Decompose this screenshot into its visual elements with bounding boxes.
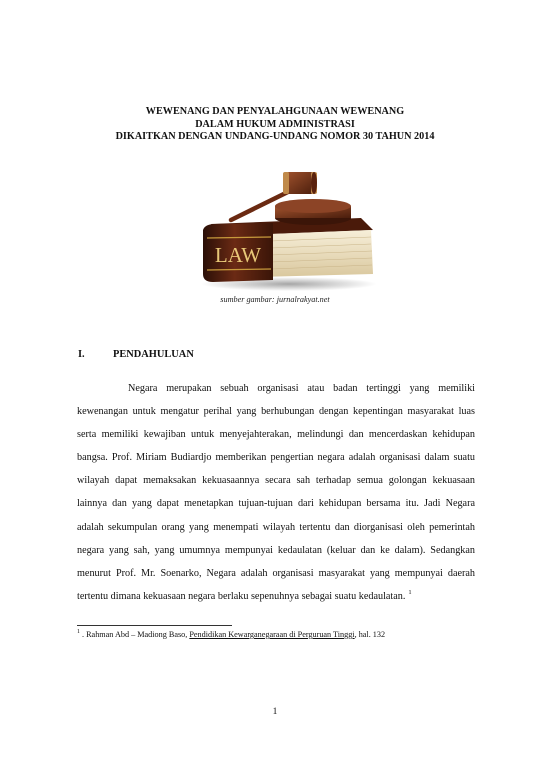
section-heading: PENDAHULUAN	[113, 349, 194, 360]
title-line-1: WEWENANG DAN PENYALAHGUNAAN WEWENANG	[145, 106, 405, 117]
title-line-3: DIKAITKAN DENGAN UNDANG-UNDANG NOMOR 30 TAHUN 2014	[115, 131, 435, 142]
footnote-rule	[77, 625, 232, 626]
figure-caption: sumber gambar: jurnalrakyat.net	[220, 295, 330, 304]
footnote-prefix: . Rahman Abd – Madiong Baso,	[82, 630, 190, 639]
body-text	[77, 377, 475, 608]
page-number: 1	[272, 707, 278, 717]
book-law-label: LAW	[214, 243, 262, 267]
footnote	[77, 630, 385, 639]
section-number: I.	[78, 349, 85, 360]
footnote-marker: 1	[77, 629, 80, 636]
title-line-2: DALAM HUKUM ADMINISTRASI	[195, 118, 355, 130]
paragraph	[77, 377, 475, 608]
footnote-book-title: Pendidikan Kewarganegaraan di Perguruan Tinggi	[189, 630, 355, 639]
sound-block-top	[275, 199, 351, 213]
footnote-reference: 1	[408, 589, 412, 597]
law-book-gavel-image	[201, 166, 377, 291]
footnote-suffix: , hal. 132	[354, 630, 386, 639]
paragraph-text: Negara merupakan sebuah organisasi atau badan tertinggi yang memiliki kewenangan untuk mengatur perihal yang berhubungan dengan kepentingan masyarakat luas serta memiliki kewajiban untuk menyejahterakan, melindungi dan mencerdaskan kehidupan bangsa. Prof. Miriam Budiardjo memberikan pengertian negara adalah organisasi dalam suatu wilayah dapat memaksakan kekuasaannya secara sah terhadap semua golongan kekuasaan lainnya dan yang dapat menetapkan tujuan-tujuan dari kehidupan bersama itu. Jadi Negara adalah sekumpulan orang yang menempati wilayah tertentu dan diorganisasi oleh pemerintah negara yang sah, yang umumnya mempunyai kedaulatan (keluar dan ke dalam). Sedangkan menurut Prof. Mr. Soenarko, Negara adalah organisasi masyarakat yang mempunyai daerah tertentu dimana kekuasaan negara berlaku sepenuhnya sebagai suatu kedaulatan.	[77, 383, 475, 602]
gavel-head	[283, 172, 317, 194]
